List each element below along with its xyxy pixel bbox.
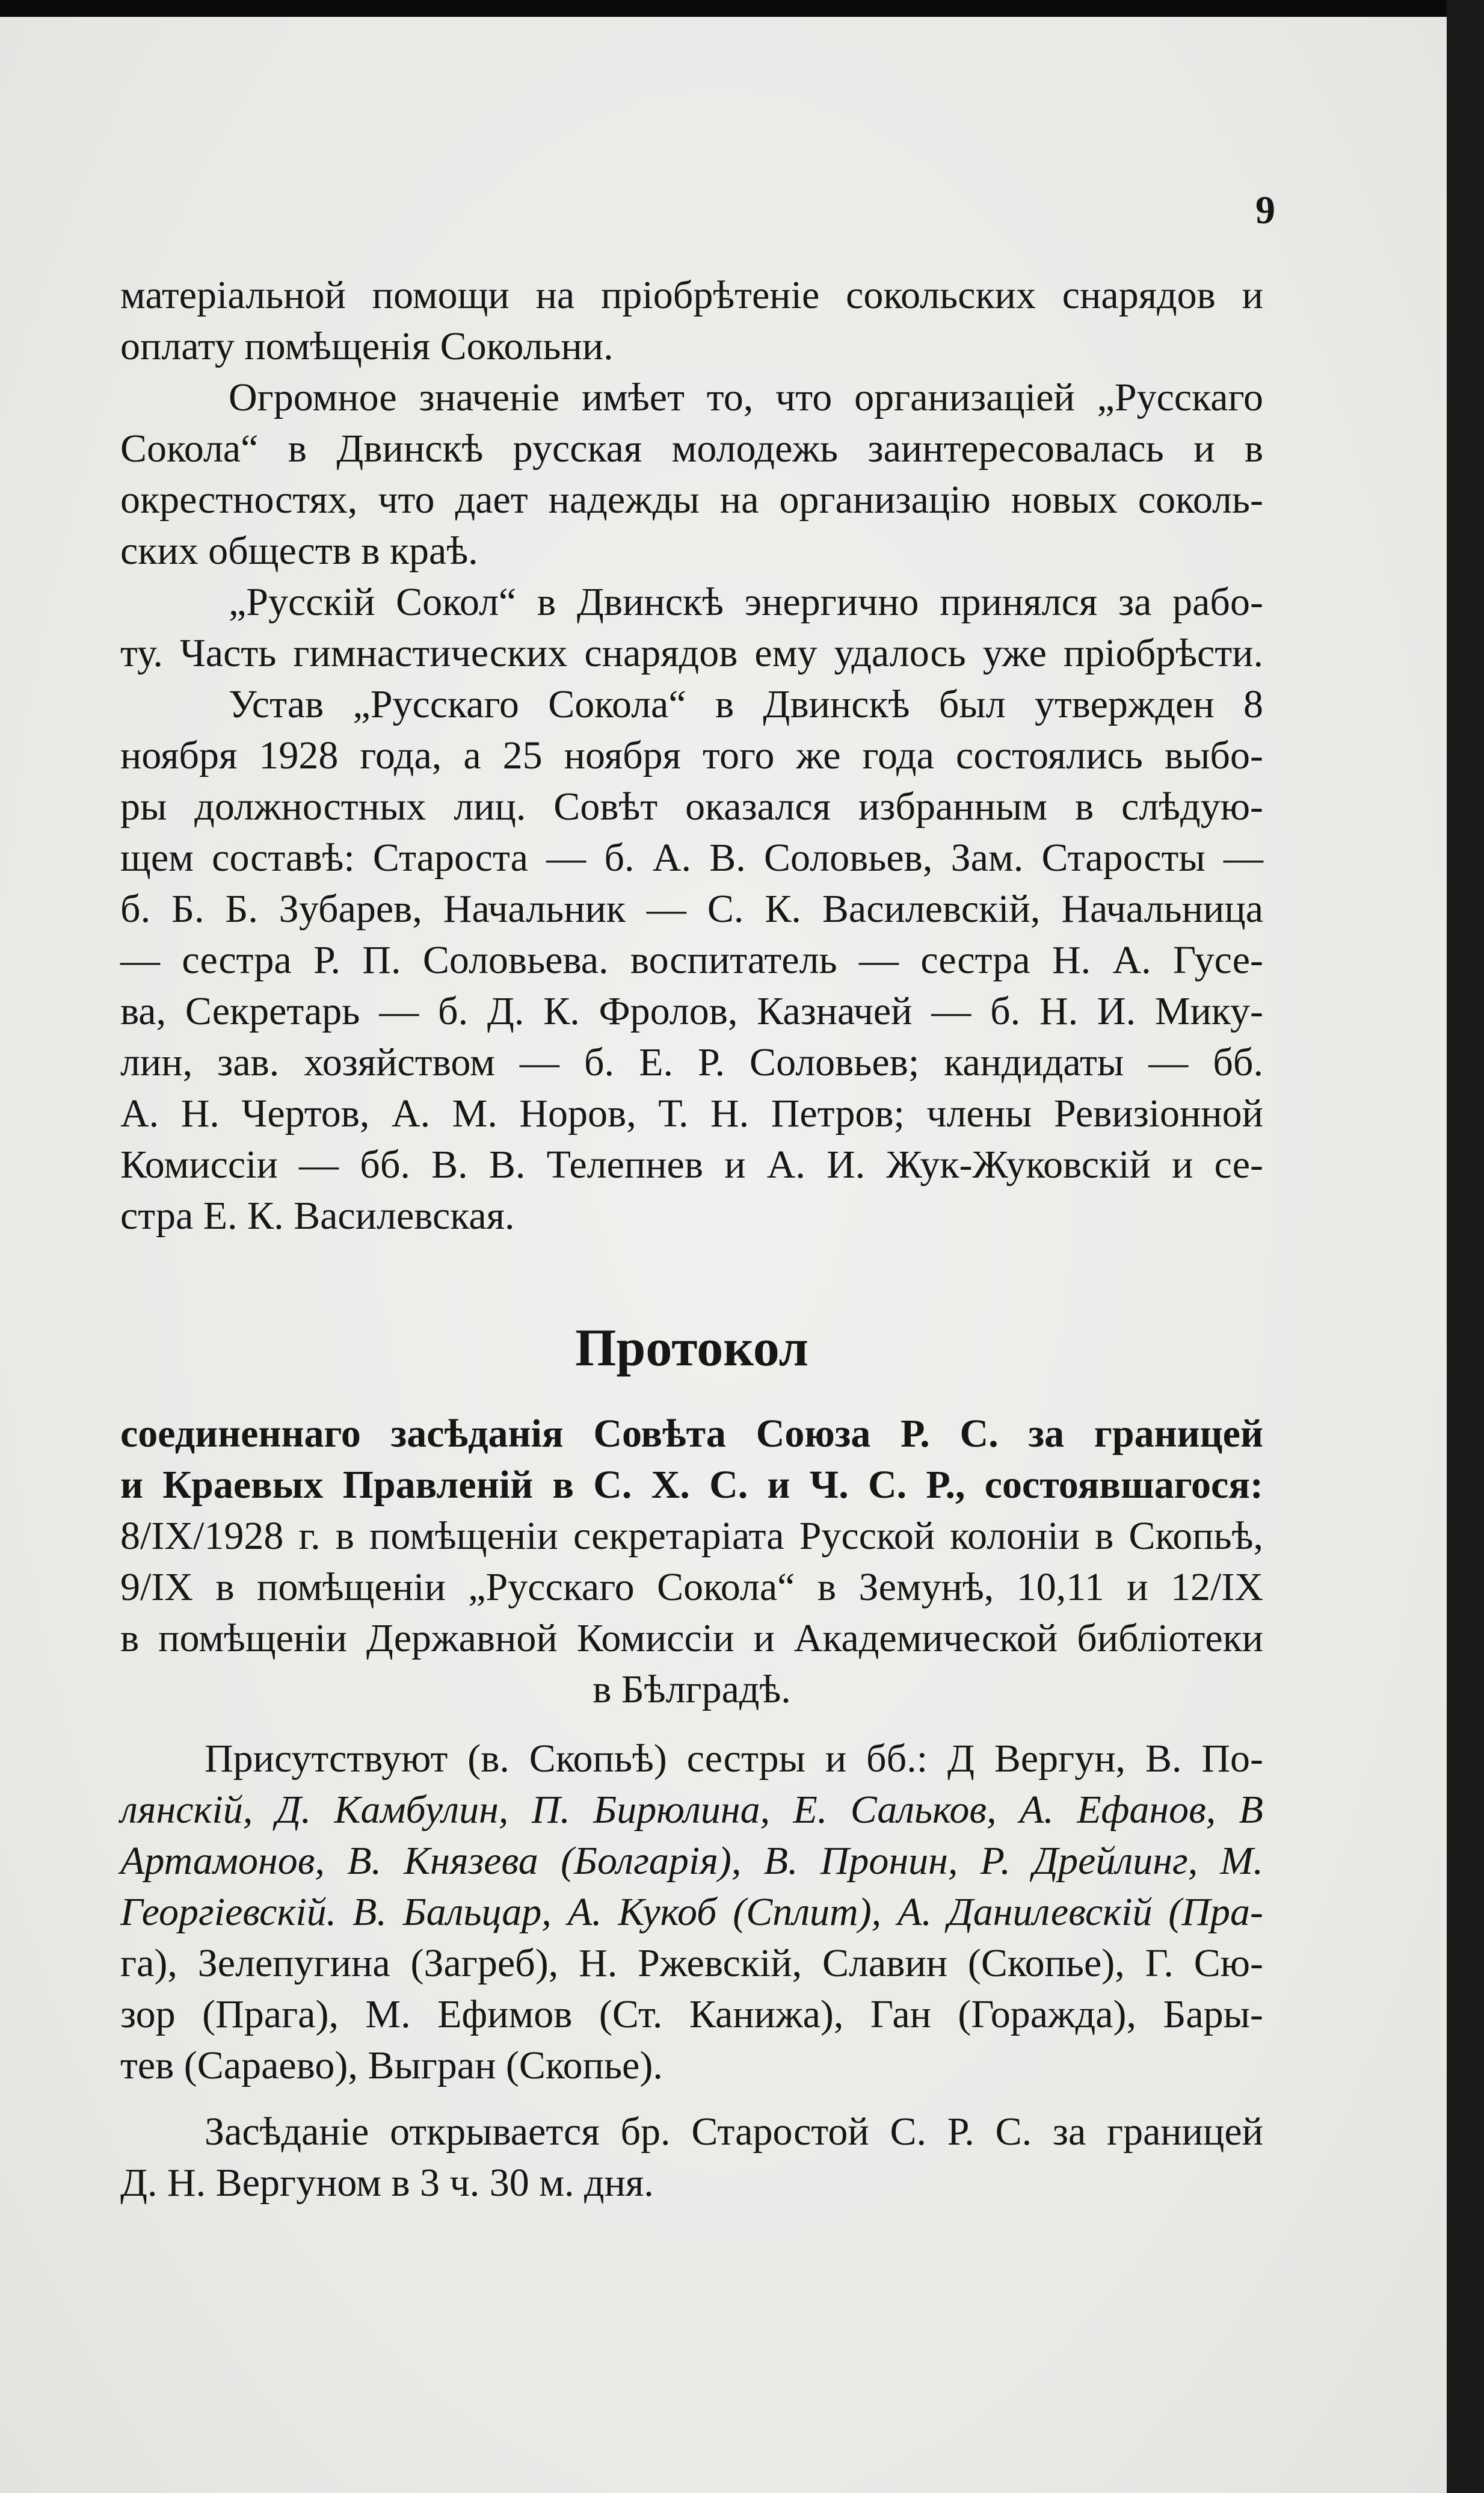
protocol-header-block (120, 1408, 1263, 1715)
text-line: б. Б. Б. Зубарев, Начальник — С. К. Василевскій, Начальница (120, 887, 1263, 931)
scan-top-edge (0, 0, 1484, 17)
text-line: Д. Н. Вергуном в 3 ч. 30 м. дня. (120, 2161, 654, 2205)
text-line: лянскій, Д. Камбулин, П. Бирюлина, Е. Сальков, А. Ефанов, В (120, 1788, 1263, 1832)
paragraph-block-1 (120, 270, 1263, 1241)
text-line: щем составѣ: Староста — б. А. В. Соловьев, Зам. Старосты — (120, 836, 1263, 880)
text-line: Засѣданіе открывается бр. Старостой С. Р. С. за границей (205, 2110, 1263, 2154)
text-line: га), Зелепугина (Загреб), Н. Ржевскій, Славин (Скопье), Г. Сю- (120, 1941, 1263, 1985)
text-line: 9/IX в помѣщеніи „Русскаго Сокола“ в Земунѣ, 10,11 и 12/IX (120, 1565, 1263, 1609)
text-line: в Бѣлградѣ. (593, 1667, 791, 1711)
page-number: 9 (1255, 188, 1275, 232)
opening-paragraph (120, 2106, 1263, 2208)
protocol-title-line: и Краевых Правленій в С. Х. С. и Ч. С. Р., состоявшагося: (120, 1463, 1263, 1507)
text-line: „Русскій Сокол“ в Двинскѣ энергично принялся за рабо- (229, 580, 1263, 624)
section-heading: Протокол (574, 1319, 809, 1377)
text-line: ноября 1928 года, а 25 ноября того же года состоялись выбо- (120, 734, 1263, 777)
attendees-paragraph (120, 1733, 1263, 2091)
text-line: ских обществ в краѣ. (120, 529, 478, 573)
text-line: зор (Прага), М. Ефимов (Ст. Канижа), Ган (Горажда), Бары- (120, 1992, 1263, 2036)
text-line: матеріальной помощи на пріобрѣтеніе сокольских снарядов и (120, 273, 1263, 317)
text-line: лин, зав. хозяйством — б. Е. Р. Соловьев; кандидаты — бб. (120, 1040, 1263, 1084)
text-line: оплату помѣщенія Сокольни. (120, 324, 614, 368)
text-line: Присутствуют (в. Скопьѣ) сестры и бб.: Д Вергун, В. По- (205, 1737, 1263, 1781)
text-line: Огромное значеніе имѣет то, что организаціей „Русскаго (229, 375, 1263, 419)
text-line: ту. Часть гимнастических снарядов ему удалось уже пріобрѣсти. (120, 631, 1263, 675)
text-line: Комиссіи — бб. В. В. Телепнев и А. И. Жук-Жуковскій и се- (120, 1143, 1263, 1187)
text-line: стра Е. К. Василевская. (120, 1194, 515, 1238)
text-line: А. Н. Чертов, А. М. Норов, Т. Н. Петров; члены Ревизіонной (120, 1092, 1263, 1135)
scan-right-edge (1447, 0, 1484, 2493)
text-line: — сестра Р. П. Соловьева. воспитатель — сестра Н. А. Гусе- (120, 938, 1263, 982)
text-line: тев (Сараево), Выгран (Скопье). (120, 2044, 663, 2087)
text-line: Артамонов, В. Князева (Болгарія), В. Пронин, Р. Дрейлинг, М. (120, 1839, 1263, 1883)
text-line: Георгіевскій. В. Бальцар, А. Кукоб (Сплит), А. Данилевскій (Пра- (120, 1890, 1263, 1934)
protocol-title-line: соединеннаго засѣданія Совѣта Союза Р. С. за границей (120, 1412, 1263, 1456)
text-line: Устав „Русскаго Сокола“ в Двинскѣ был утвержден 8 (229, 682, 1263, 726)
text-line: окрестностях, что дает надежды на организацію новых соколь- (120, 478, 1263, 522)
text-line: 8/IX/1928 г. в помѣщеніи секретаріата Русской колоніи в Скопьѣ, (120, 1514, 1263, 1558)
text-line: ры должностных лиц. Совѣт оказался избранным в слѣдую- (120, 785, 1263, 829)
text-line: Сокола“ в Двинскѣ русская молодежь заинтересовалась и в (120, 427, 1263, 471)
text-line: ва, Секретарь — б. Д. К. Фролов, Казначей — б. Н. И. Мику- (120, 989, 1263, 1033)
text-line: в помѣщеніи Державной Комиссіи и Академической библіотеки (120, 1616, 1263, 1660)
